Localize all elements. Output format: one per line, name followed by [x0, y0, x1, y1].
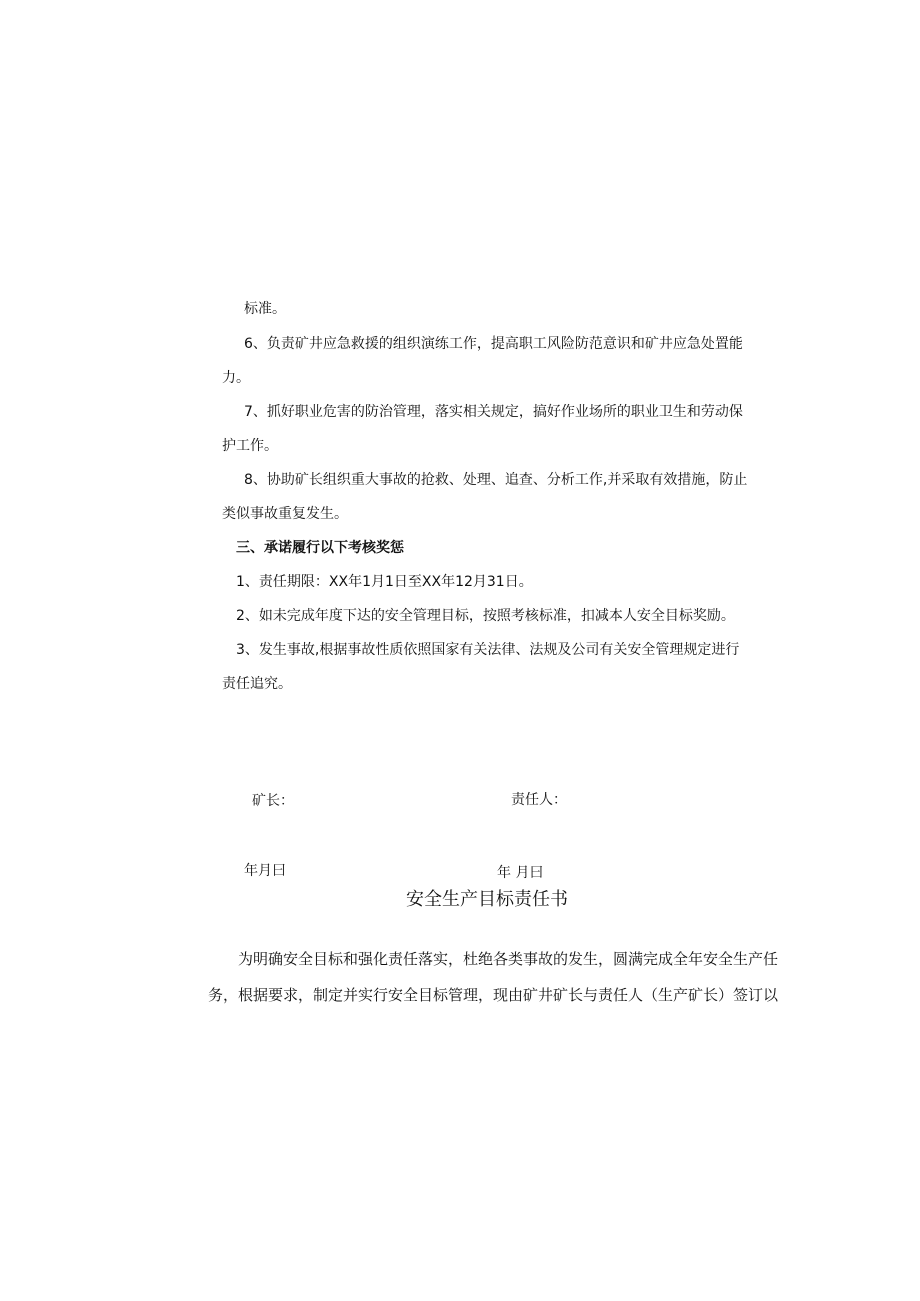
list-item: 3、发生事故,根据事故性质依照国家有关法律、法规及公司有关安全管理规定进行	[236, 642, 740, 658]
list-item: 责任追究。	[222, 676, 292, 692]
text-line: 类似事故重复发生。	[222, 506, 348, 522]
text-line: 护工作。	[222, 438, 278, 454]
document-title: 安全生产目标责任书	[406, 889, 568, 910]
text-line: 标准。	[244, 301, 286, 317]
text-line: 7、抓好职业危害的防治管理，落实相关规定，搞好作业场所的职业卫生和劳动保	[244, 404, 743, 420]
text-line: 6、负责矿井应急救援的组织演练工作，提高职工风险防范意识和矿井应急处置能	[244, 336, 743, 352]
text-line: 力。	[222, 370, 250, 386]
text-line: 8、协助矿长组织重大事故的抢救、处理、追查、分析工作,并采取有效措施，防止	[244, 472, 748, 488]
section-heading: 三、承诺履行以下考核奖惩	[236, 540, 404, 556]
text-line: 为明确安全目标和强化责任落实，杜绝各类事故的发生，圆满完成全年安全生产任	[238, 950, 779, 968]
signature-label-mine-director: 矿长：	[252, 793, 294, 809]
list-item: 2、如未完成年度下达的安全管理目标，按照考核标准，扣减本人安全目标奖励。	[236, 608, 735, 624]
text-line: 务，根据要求，制定并实行安全目标管理，现由矿井矿长与责任人（生产矿长）签订以	[208, 986, 779, 1004]
signature-date-right: 年 月曰	[497, 865, 544, 881]
list-item: 1、责任期限：XX年1月1日至XX年12月31日。	[236, 574, 533, 590]
signature-date-left: 年月曰	[244, 863, 286, 879]
signature-label-responsible-person: 责任人：	[511, 792, 567, 808]
